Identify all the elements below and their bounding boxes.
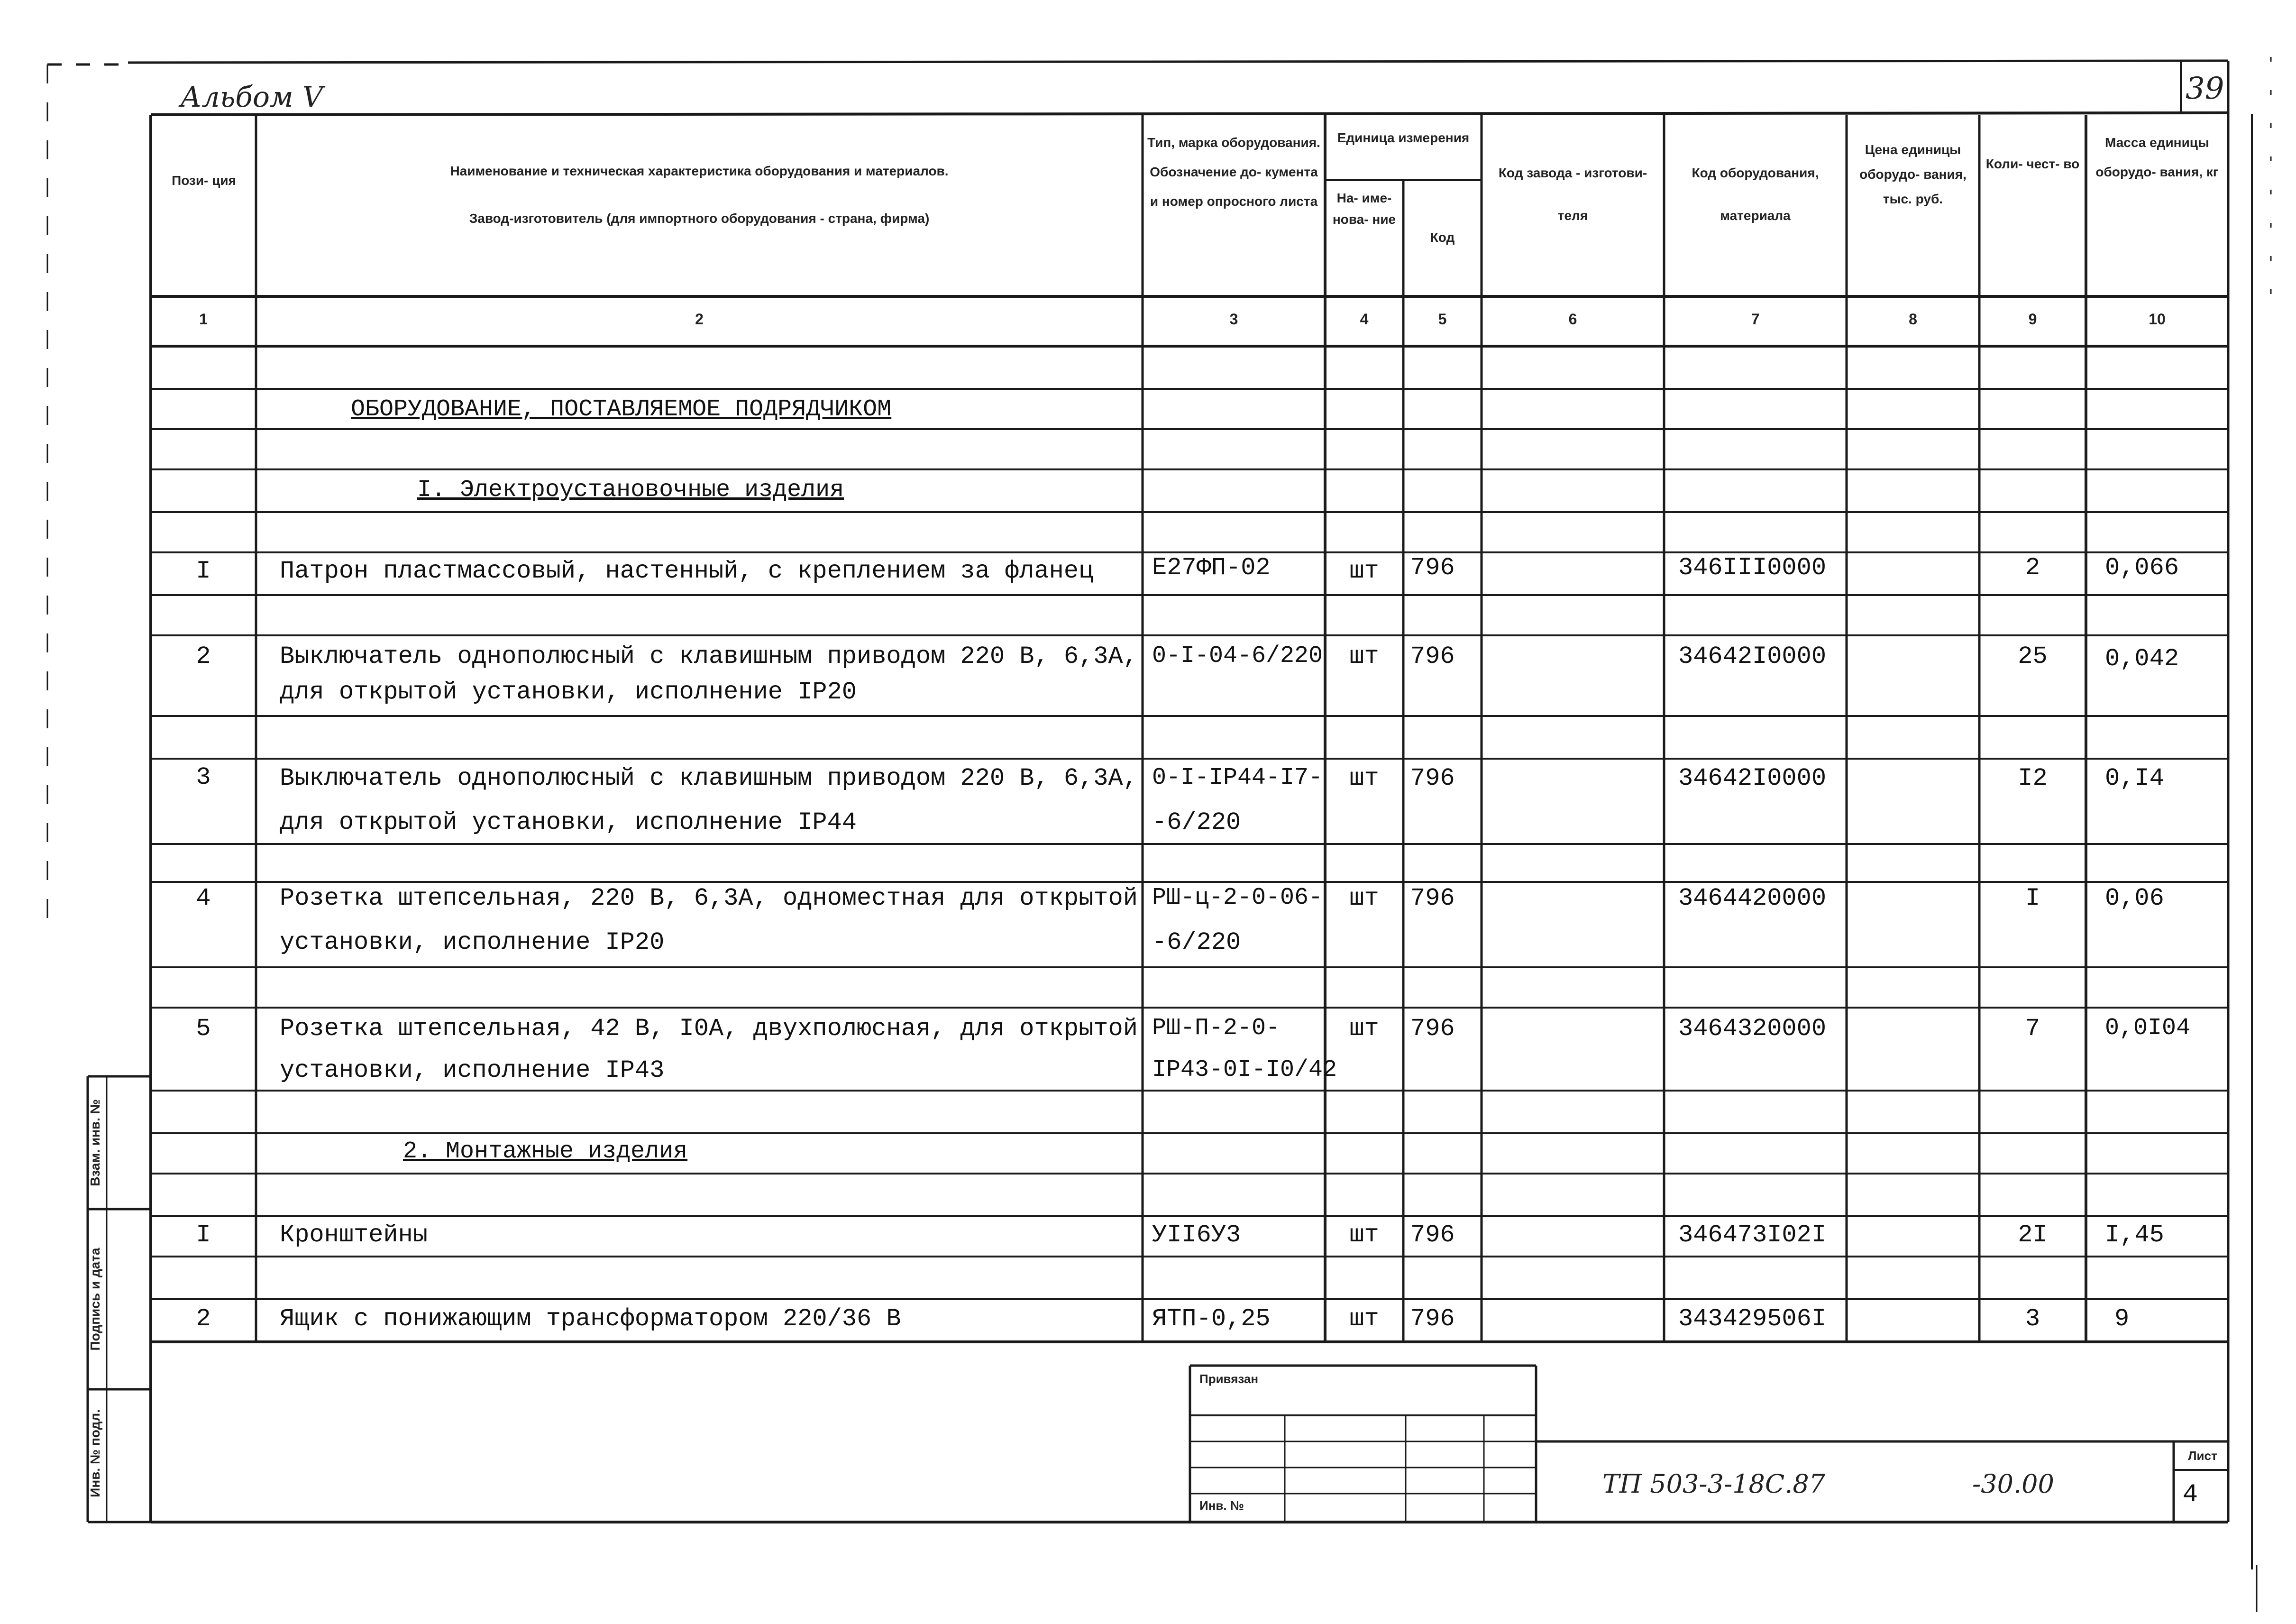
item-3-position: 3: [196, 763, 211, 791]
header-name-line1: Наименование и техническая характеристика оборудования и материалов.: [450, 164, 949, 178]
item-5-quantity: 7: [2025, 1015, 2040, 1043]
item-7-quantity: 3: [2025, 1305, 2040, 1333]
colnum-8: 8: [1909, 311, 1917, 328]
stamp-doc-code: ТП 503-3-18С.87: [1602, 1469, 1826, 1499]
header-quantity: Коли- чест- во: [1985, 156, 2080, 171]
item-5-material-code: 3464320000: [1678, 1015, 1827, 1043]
item-6-mass: I,45: [2105, 1221, 2164, 1249]
item-5-code: 796: [1410, 1015, 1455, 1043]
item-4-type-line1: РШ-ц-2-0-06-: [1152, 884, 1323, 911]
item-7-name: Ящик с понижающим трансформатором 220/36 В: [280, 1305, 901, 1333]
album-label: Альбом Ⅴ: [180, 81, 323, 114]
item-1-name: Патрон пластмассовый, настенный, с креплением за фланец: [280, 557, 1094, 585]
header-price: Цена единицы оборудо- вания, тыс. руб.: [1859, 142, 1967, 206]
item-4-quantity: I: [2025, 884, 2040, 912]
item-6-code: 796: [1410, 1221, 1455, 1249]
item-1-type: Е27ФП-02: [1152, 554, 1271, 582]
item-1-material-code: 346III0000: [1678, 554, 1827, 582]
item-5-mass: 0,0I04: [2105, 1015, 2191, 1042]
item-2-unit: шт: [1349, 642, 1379, 670]
colnum-3: 3: [1229, 311, 1238, 328]
item-6-quantity: 2I: [2018, 1221, 2048, 1249]
item-4-mass: 0,06: [2105, 884, 2164, 912]
item-3-name-line2: для открытой установки, исполнение IP44: [280, 808, 857, 836]
item-6-unit: шт: [1349, 1221, 1379, 1249]
item-7-unit: шт: [1349, 1305, 1379, 1333]
item-1-unit: шт: [1349, 557, 1379, 585]
item-5-type-line1: РШ-П-2-0-: [1152, 1015, 1281, 1042]
item-4-type-line2: -6/220: [1152, 928, 1241, 956]
item-3-type-line2: -6/220: [1152, 808, 1241, 836]
stamp-inv-no: Инв. №: [1199, 1498, 1244, 1513]
item-1-mass: 0,066: [2105, 554, 2179, 582]
item-7-material-code: 343429506I: [1678, 1305, 1827, 1333]
stamp-privyazan: Привязан: [1199, 1372, 1259, 1386]
side-label-vzam: Взам. инв. №: [88, 1099, 102, 1186]
item-2-type: 0-I-04-6/220: [1152, 642, 1323, 670]
stamp-sheet-label: Лист: [2188, 1449, 2217, 1463]
item-5-name-line1: Розетка штепсельная, 42 В, I0А, двухполюсная, для открытой: [280, 1015, 1138, 1043]
item-6-name: Кронштейны: [280, 1221, 428, 1249]
item-4-name-line1: Розетка штепсельная, 220 В, 6,3А, одноместная для открытой: [280, 884, 1138, 912]
item-5-position: 5: [196, 1015, 211, 1043]
header-unit-name: На- име- нова- ние: [1332, 191, 1396, 227]
colnum-5: 5: [1438, 311, 1447, 328]
item-1-quantity: 2: [2025, 554, 2040, 582]
item-2-position: 2: [196, 642, 211, 670]
item-3-mass: 0,I4: [2105, 764, 2164, 792]
item-6-material-code: 346473I02I: [1678, 1221, 1827, 1249]
item-7-type: ЯТП-0,25: [1152, 1305, 1271, 1333]
item-1-code: 796: [1410, 554, 1455, 582]
item-3-unit: шт: [1349, 764, 1379, 792]
item-3-code: 796: [1410, 764, 1455, 792]
item-5-type-line2: IP43-0I-I0/42: [1152, 1056, 1337, 1083]
colnum-1: 1: [199, 311, 208, 328]
item-2-name-line1: Выключатель однополюсный с клавишным приводом 220 В, 6,3А,: [280, 642, 1138, 670]
colnum-9: 9: [2028, 311, 2037, 328]
stamp-sheet-number: 4: [2182, 1480, 2198, 1509]
stamp-doc-suffix: -30.00: [1972, 1469, 2054, 1499]
item-2-material-code: 34642I0000: [1678, 642, 1827, 670]
side-label-inv-podl: Инв. № подл.: [88, 1409, 102, 1497]
item-1-position: I: [196, 557, 211, 585]
item-3-type-line1: 0-I-IP44-I7-: [1152, 764, 1323, 791]
section-2-title: 2. Монтажные изделия: [403, 1138, 688, 1165]
item-7-mass: 9: [2114, 1305, 2130, 1333]
item-4-code: 796: [1410, 884, 1455, 912]
colnum-2: 2: [695, 311, 704, 328]
header-material-code: Код оборудования, материала: [1692, 165, 1819, 223]
item-3-name-line1: Выключатель однополюсный с клавишным приводом 220 В, 6,3А,: [280, 764, 1138, 792]
item-6-type: УII6У3: [1152, 1221, 1241, 1249]
item-2-name-line2: для открытой установки, исполнение IP20: [280, 678, 857, 706]
page-number-top: 39: [2186, 71, 2224, 106]
item-7-code: 796: [1410, 1305, 1455, 1333]
colnum-10: 10: [2149, 311, 2166, 328]
header-mass: Масса единицы оборудо- вания, кг: [2095, 135, 2219, 179]
item-5-unit: шт: [1349, 1015, 1379, 1043]
colnum-4: 4: [1360, 311, 1369, 328]
item-4-unit: шт: [1349, 884, 1379, 912]
colnum-6: 6: [1568, 311, 1577, 328]
side-label-podpis: Подпись и дата: [88, 1248, 102, 1351]
header-factory-code: Код завода - изготови- теля: [1498, 165, 1647, 223]
colnum-7: 7: [1751, 311, 1760, 328]
header-unit-group: Единица измерения: [1337, 130, 1470, 145]
item-4-material-code: 3464420000: [1678, 884, 1827, 912]
item-3-quantity: I2: [2018, 764, 2048, 792]
item-6-position: I: [196, 1221, 211, 1249]
item-2-quantity: 25: [2018, 642, 2048, 670]
item-2-code: 796: [1410, 642, 1455, 670]
item-2-mass: 0,042: [2105, 645, 2179, 673]
header-type: Тип, марка оборудования. Обозначение до- кумента и номер опросного листа: [1147, 135, 1320, 209]
section-main-title: ОБОРУДОВАНИЕ, ПОСТАВЛЯЕМОЕ ПОДРЯДЧИКОМ: [351, 396, 892, 423]
header-unit-code: Код: [1430, 230, 1455, 245]
header-position: Пози- ция: [172, 173, 236, 188]
item-4-name-line2: установки, исполнение IP20: [280, 928, 665, 956]
item-4-position: 4: [196, 884, 211, 912]
section-1-title: I. Электроустановочные изделия: [417, 477, 844, 504]
item-3-material-code: 34642I0000: [1678, 764, 1827, 792]
header-name-line2: Завод-изготовитель (для импортного оборудования - страна, фирма): [469, 211, 930, 226]
item-7-position: 2: [196, 1305, 211, 1333]
item-5-name-line2: установки, исполнение IP43: [280, 1056, 665, 1084]
